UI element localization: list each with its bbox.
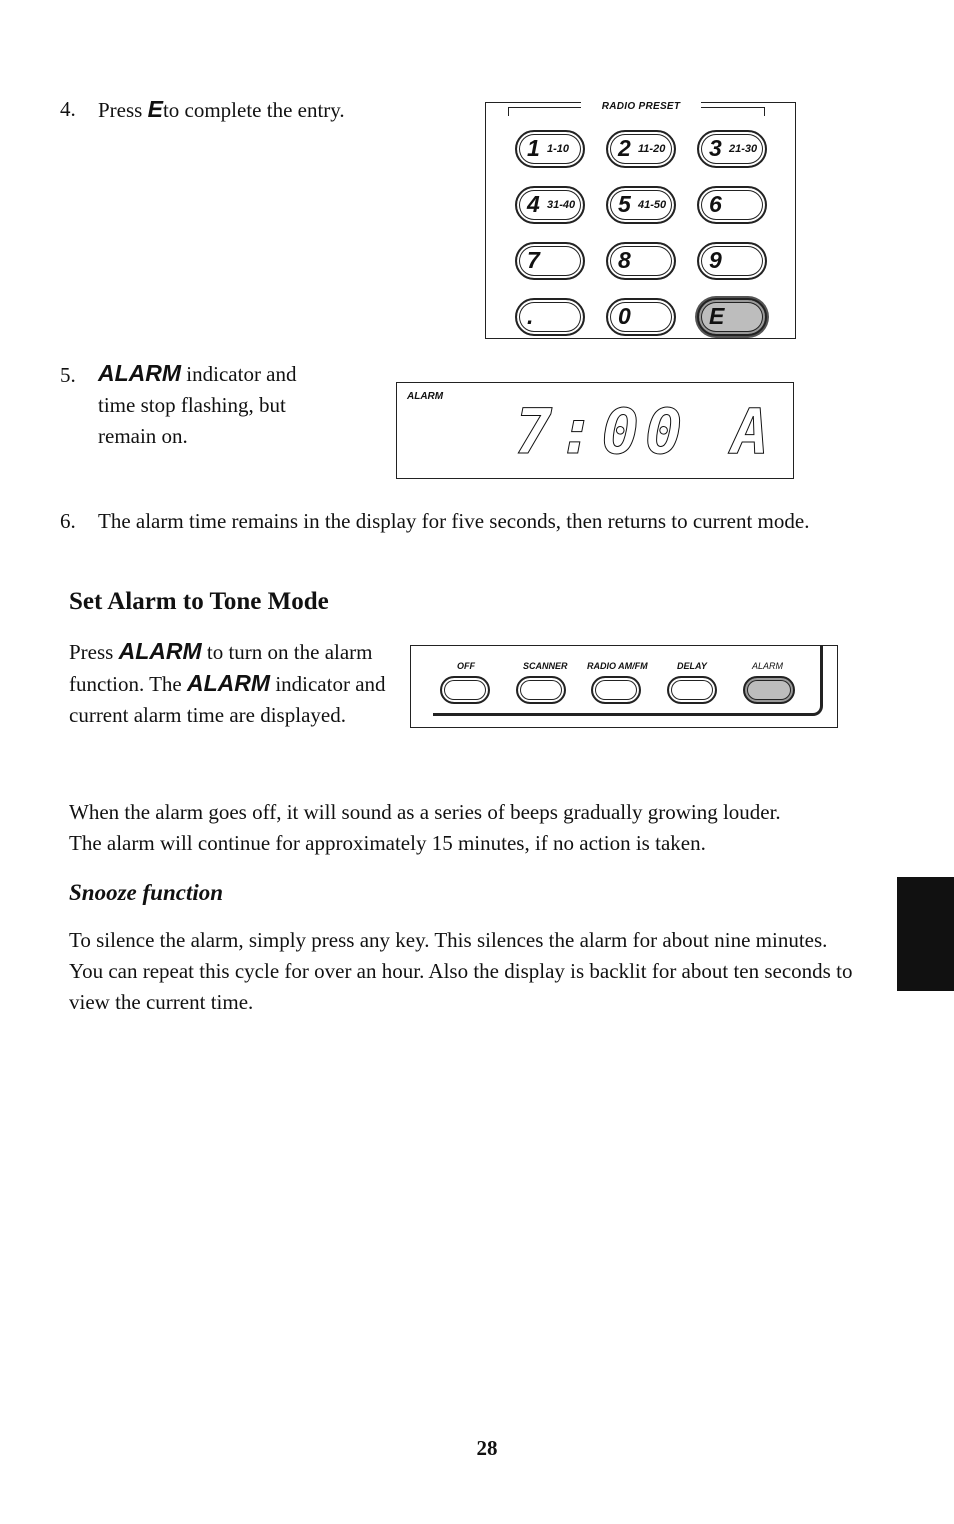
step-6-number: 6. (60, 509, 76, 533)
step-5-text (98, 358, 338, 452)
alarm-key-reference: ALARM (187, 670, 271, 696)
key-2[interactable]: 2 11-20 (606, 130, 676, 168)
key-7[interactable]: 7 (515, 242, 585, 280)
step-5-line3: remain on. (98, 424, 188, 448)
delay-label: DELAY (677, 661, 707, 671)
key-e[interactable]: E (697, 298, 767, 336)
key-4[interactable]: 4 31-40 (515, 186, 585, 224)
lcd-alarm-indicator: ALARM (407, 391, 444, 402)
step-4-text (98, 94, 345, 126)
e-key-reference: E (147, 96, 163, 122)
key-0[interactable]: 0 (606, 298, 676, 336)
delay-button[interactable] (667, 676, 717, 704)
key-8[interactable]: 8 (606, 242, 676, 280)
step-4-number: 4. (60, 97, 76, 121)
keypad-bracket-right (694, 107, 765, 116)
keypad-title: RADIO PRESET (581, 101, 701, 112)
radio-am-fm-button[interactable] (591, 676, 641, 704)
key-9[interactable]: 9 (697, 242, 767, 280)
scanner-label: SCANNER (523, 661, 568, 671)
snooze-heading: Snooze function (69, 880, 224, 905)
step-6-text: The alarm time remains in the display for five seconds, then returns to current mode. (98, 509, 810, 533)
page-number: 28 (476, 1436, 498, 1460)
chapter-tab-marker (897, 877, 954, 991)
key-dot[interactable]: . (515, 298, 585, 336)
off-label: OFF (457, 661, 475, 671)
step-5-line1: indicator and (186, 362, 297, 386)
alarm-button[interactable] (743, 676, 795, 704)
alarm-sound-paragraph: When the alarm goes off, it will sound as a series of beeps gradually growing louder. The alarm will continue for approximately 15 minutes, if no action is taken. (69, 800, 781, 855)
function-button-panel (410, 645, 838, 728)
lcd-display (396, 382, 794, 479)
snooze-paragraph: To silence the alarm, simply press any key. This silences the alarm for about nine minutes. You can repeat this cycle for over an hour. Also the display is backlit for about ten seconds to view the current time. (69, 928, 853, 1014)
lcd-time-readout: 7:00 A (515, 395, 775, 468)
alarm-label: ALARM (752, 661, 784, 671)
key-1[interactable]: 1 1-10 (515, 130, 585, 168)
radio-preset-keypad (485, 102, 796, 339)
off-button[interactable] (440, 676, 490, 704)
section-paragraph: Press ALARM to turn on the alarm function. The ALARM indicator and current alarm time are displayed. (69, 638, 386, 727)
step-4-press: Press (98, 98, 143, 122)
scanner-button[interactable] (516, 676, 566, 704)
key-3[interactable]: 3 21-30 (697, 130, 767, 168)
key-5[interactable]: 5 41-50 (606, 186, 676, 224)
step-5-number: 5. (60, 363, 76, 387)
step-5-line2: time stop flashing, but (98, 393, 286, 417)
key-6[interactable]: 6 (697, 186, 767, 224)
alarm-key-reference: ALARM (118, 638, 202, 664)
step-4-after: to complete the entry. (162, 98, 345, 122)
section-heading: Set Alarm to Tone Mode (69, 588, 329, 615)
radio-am-fm-label: RADIO AM/FM (587, 661, 648, 671)
step-4 (60, 94, 76, 125)
alarm-key-reference: ALARM (98, 360, 182, 386)
